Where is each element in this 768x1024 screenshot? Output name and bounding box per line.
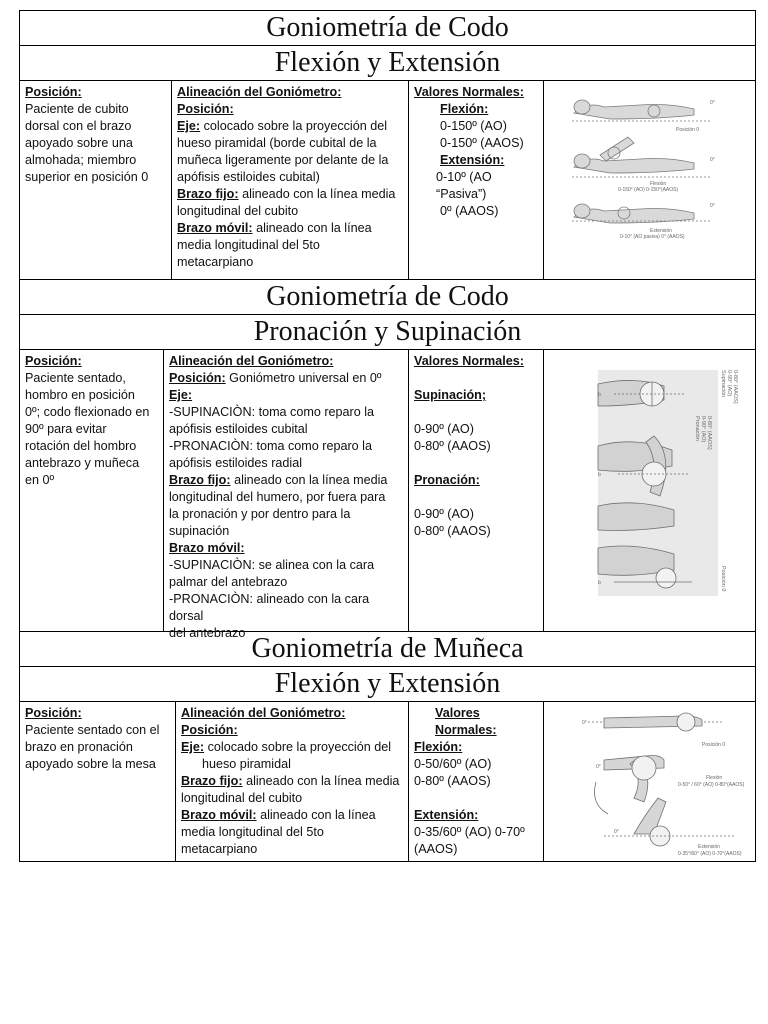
figure-mark: b bbox=[598, 472, 601, 478]
alignment-position-label: Posición: bbox=[181, 723, 238, 737]
figure-mark: 0° bbox=[710, 203, 715, 209]
axis-text: colocado sobre la proyección del bbox=[200, 119, 388, 133]
position-cell bbox=[20, 81, 171, 279]
values-cell bbox=[408, 350, 543, 631]
pronation-label: Pronación: bbox=[414, 473, 480, 487]
wrist-position0-figure bbox=[588, 713, 724, 731]
figure-cell bbox=[543, 702, 755, 861]
mobile-arm-text: media longitudinal del 5to bbox=[177, 238, 320, 252]
mobile-arm-label: Brazo móvil: bbox=[181, 808, 257, 822]
axis-label: Eje: bbox=[169, 388, 193, 402]
figure-mark: 0° bbox=[710, 100, 715, 106]
section-subtitle: Flexión y Extensión bbox=[19, 46, 756, 81]
figure-caption: 0-90° (AO) bbox=[726, 370, 732, 397]
position-text-line: 0º; codo flexionado en bbox=[25, 405, 150, 419]
alignment-heading: Alineación del Goniómetro: bbox=[181, 706, 346, 720]
mobile-arm-text: palmar del antebrazo bbox=[169, 575, 288, 589]
values-heading: Valores bbox=[435, 706, 480, 720]
alignment-heading: Alineación del Goniómetro: bbox=[177, 85, 342, 99]
pronation-value: 0-80º (AAOS) bbox=[414, 524, 491, 538]
alignment-cell bbox=[175, 702, 408, 861]
values-heading: Normales: bbox=[435, 723, 497, 737]
extension-value: (AAOS) bbox=[414, 842, 458, 856]
flexion-label: Flexión: bbox=[414, 740, 463, 754]
figure-caption: 0-80° (AAOS) bbox=[706, 416, 712, 450]
figure-mark: 0° bbox=[596, 764, 601, 770]
figure-caption: Flexión bbox=[706, 775, 723, 781]
position-text-line: Paciente sentado, bbox=[25, 371, 126, 385]
figure-caption: Posición 0 bbox=[702, 742, 726, 748]
mobile-arm-text: metacarpiano bbox=[181, 842, 258, 856]
position-text-line: antebrazo y muñeca bbox=[25, 456, 140, 470]
section-content bbox=[19, 702, 756, 862]
extension-value: 0-35/60º (AO) 0-70º bbox=[414, 825, 525, 839]
fixed-arm-label: Brazo fijo: bbox=[169, 473, 231, 487]
mobile-arm-text: metacarpiano bbox=[177, 255, 254, 269]
figure-caption: Extensión bbox=[698, 844, 720, 850]
extension-value: 0-10º (AO bbox=[436, 170, 492, 184]
mobile-arm-text: alineado con la línea bbox=[252, 221, 372, 235]
flexion-value: 0-50/60º (AO) bbox=[414, 757, 492, 771]
reclined-patient-flexion-figure bbox=[572, 137, 710, 177]
section-subtitle: Pronación y Supinación bbox=[19, 315, 756, 350]
position-cell bbox=[20, 350, 163, 631]
fixed-arm-label: Brazo fijo: bbox=[181, 774, 243, 788]
axis-text: apófisis estiloides cubital) bbox=[177, 170, 320, 184]
figure-cell bbox=[543, 350, 755, 631]
section-title: Goniometría de Codo bbox=[19, 280, 756, 315]
reclined-patient-extension-figure bbox=[572, 204, 710, 223]
position-text-line: dorsal con el brazo bbox=[25, 119, 132, 133]
figure-caption: 0-50° / 60° (AO) 0-80°(AAOS) bbox=[678, 782, 745, 788]
axis-text: apófisis estiloides cubital bbox=[169, 422, 308, 436]
position-text-line: superior en posición 0 bbox=[25, 170, 149, 184]
figure-mark: 0° bbox=[614, 829, 619, 835]
section-title: Goniometría de Codo bbox=[19, 10, 756, 46]
mobile-arm-text: alineado con la línea bbox=[256, 808, 376, 822]
alignment-position-label: Posición: bbox=[177, 102, 234, 116]
position-text-line: brazo en pronación bbox=[25, 740, 133, 754]
goniometry-sheet bbox=[19, 10, 756, 862]
axis-text: apófisis estiloides radial bbox=[169, 456, 303, 470]
position-text-line: hombro en posición bbox=[25, 388, 135, 402]
mobile-arm-text: media longitudinal del 5to bbox=[181, 825, 324, 839]
position-text-line: en 0º bbox=[25, 473, 55, 487]
position-text-line: 90º para evitar bbox=[25, 422, 107, 436]
alignment-heading: Alineación del Goniómetro: bbox=[169, 354, 334, 368]
position-text-line: almohada; miembro bbox=[25, 153, 137, 167]
forearm-rotation-figure bbox=[594, 366, 738, 602]
wrist-flexion-figure bbox=[574, 706, 758, 858]
figure-mark: 0° bbox=[582, 720, 587, 726]
mobile-arm-label: Brazo móvil: bbox=[169, 541, 245, 555]
fixed-arm-text: la pronación y por dentro para la bbox=[169, 507, 351, 521]
position-text-line: apoyado sobre una bbox=[25, 136, 133, 150]
fixed-arm-text: longitudinal del humero, por fuera para bbox=[169, 490, 386, 504]
alignment-position-label: Posición: bbox=[169, 371, 226, 385]
position-cell bbox=[20, 702, 175, 861]
axis-text: hueso piramidal bbox=[202, 757, 291, 771]
axis-text: colocado sobre la proyección del bbox=[204, 740, 392, 754]
figure-caption: 0-10° (AO pasiva) 0° (AAOS) bbox=[620, 234, 685, 240]
extension-label: Extensión: bbox=[440, 153, 505, 167]
figure-mark: b bbox=[598, 580, 601, 586]
axis-text: muñeca ligeramente por delante de la bbox=[177, 153, 389, 167]
reclined-patient-position0-figure bbox=[572, 100, 710, 121]
figure-cell bbox=[543, 81, 755, 279]
fixed-arm-text: alineado con la línea media bbox=[238, 187, 396, 201]
values-heading: Valores Normales: bbox=[414, 354, 524, 368]
position-label: Posición: bbox=[25, 354, 82, 368]
figure-caption: Flexión bbox=[650, 181, 667, 187]
axis-text: -SUPINACIÒN: toma como reparo la bbox=[169, 405, 375, 419]
mobile-arm-text: -PRONACIÒN: alineado con la cara dorsal bbox=[169, 592, 370, 623]
fixed-arm-text: longitudinal del cubito bbox=[177, 204, 299, 218]
figure-caption: Posición 0 bbox=[720, 566, 726, 592]
values-cell bbox=[408, 81, 543, 279]
fixed-arm-label: Brazo fijo: bbox=[177, 187, 239, 201]
alignment-position-text: Goniómetro universal en 0º bbox=[225, 371, 382, 385]
position-label: Posición: bbox=[25, 706, 82, 720]
alignment-cell bbox=[171, 81, 408, 279]
axis-label: Eje: bbox=[177, 119, 201, 133]
flexion-value: 0-80º (AAOS) bbox=[414, 774, 491, 788]
figure-caption: 0-150° (AO) 0-150°(AAOS) bbox=[618, 187, 679, 193]
fixed-arm-text: alineado con la línea media bbox=[242, 774, 400, 788]
section-subtitle: Flexión y Extensión bbox=[19, 667, 756, 702]
figure-caption: 0-90° (AO) bbox=[700, 416, 706, 443]
position-text-line: apoyado sobre la mesa bbox=[25, 757, 156, 771]
supination-value: 0-90º (AO) bbox=[414, 422, 474, 436]
axis-text: hueso piramidal (borde cubital de la bbox=[177, 136, 377, 150]
elbow-flexion-figure bbox=[570, 91, 738, 243]
flexion-value: 0-150º (AAOS) bbox=[440, 136, 524, 150]
mobile-arm-label: Brazo móvil: bbox=[177, 221, 253, 235]
extension-value: 0º (AAOS) bbox=[440, 204, 499, 218]
section-content bbox=[19, 350, 756, 640]
flexion-value: 0-150º (AO) bbox=[440, 119, 507, 133]
mobile-arm-text: del antebrazo bbox=[169, 626, 246, 640]
supination-label: Supinación; bbox=[414, 388, 487, 402]
figure-caption: Extensión bbox=[650, 228, 672, 234]
figure-caption: 0-80° (AAOS) bbox=[732, 370, 738, 404]
extension-value: “Pasiva”) bbox=[436, 187, 487, 201]
section-content bbox=[19, 81, 756, 280]
fixed-arm-text: longitudinal del cubito bbox=[181, 791, 303, 805]
figure-caption: 0-35°/60° (AO) 0-70°(AAOS) bbox=[678, 851, 742, 857]
fixed-arm-text: alineado con la línea media bbox=[230, 473, 388, 487]
alignment-cell bbox=[163, 350, 408, 640]
figure-caption: Posición 0 bbox=[676, 127, 700, 133]
figure-caption: Supinación bbox=[720, 370, 726, 398]
mobile-arm-text: -SUPINACIÒN: se alinea con la cara bbox=[169, 558, 375, 572]
values-heading: Valores Normales: bbox=[414, 85, 524, 99]
section-title: Goniometría de Muñeca bbox=[19, 632, 756, 667]
pronation-value: 0-90º (AO) bbox=[414, 507, 474, 521]
flexion-label: Flexión: bbox=[440, 102, 489, 116]
figure-mark: 0° bbox=[710, 157, 715, 163]
position-text-line: Paciente de cubito bbox=[25, 102, 129, 116]
position-text-line: rotación del hombro bbox=[25, 439, 137, 453]
axis-label: Eje: bbox=[181, 740, 205, 754]
fixed-arm-text: supinación bbox=[169, 524, 230, 538]
extension-label: Extensión: bbox=[414, 808, 479, 822]
position-label: Posición: bbox=[25, 85, 82, 99]
axis-text: -PRONACIÒN: toma como reparo la bbox=[169, 439, 372, 453]
figure-caption: Pronación bbox=[694, 416, 700, 441]
values-cell bbox=[408, 702, 543, 861]
position-text-line: Paciente sentado con el bbox=[25, 723, 160, 737]
figure-mark: b bbox=[598, 392, 601, 398]
supination-value: 0-80º (AAOS) bbox=[414, 439, 491, 453]
wrist-extension-figure bbox=[604, 798, 734, 846]
